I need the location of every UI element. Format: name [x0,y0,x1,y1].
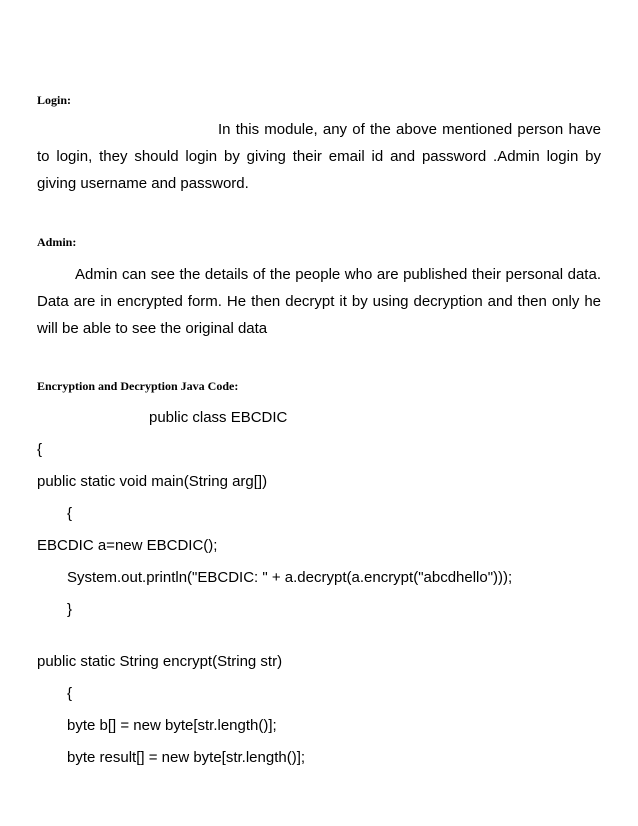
code-line-main-open-brace: { [67,505,73,522]
login-paragraph: In this module, any of the above mentioned person have to login, they should login by giving their email id and password .Admin login by giving username and password. [37,121,601,192]
code-line-instance: EBCDIC a=new EBCDIC(); [37,537,218,554]
code-heading: Encryption and Decryption Java Code: [37,379,239,393]
code-line-class-open-brace: { [37,441,43,458]
code-line-byte-b: byte b[] = new byte[str.length()]; [67,717,277,734]
code-line-encrypt-signature: public static String encrypt(String str) [37,653,283,670]
admin-paragraph: Admin can see the details of the people who are published their personal data. Data are in encrypted form. He then decrypt it by using decryption and then only he will be able to see the original data [37,266,601,337]
admin-heading: Admin: [37,235,77,249]
code-line-println: System.out.println("EBCDIC: " + a.decrypt(a.encrypt("abcdhello"))); [67,569,513,586]
login-heading: Login: [37,93,72,107]
code-line-main-close-brace: } [67,601,73,618]
code-line-class-declaration: public class EBCDIC [149,409,288,426]
code-line-encrypt-open-brace: { [67,685,73,702]
code-line-byte-result: byte result[] = new byte[str.length()]; [67,749,306,766]
code-line-main-signature: public static void main(String arg[]) [37,473,268,490]
